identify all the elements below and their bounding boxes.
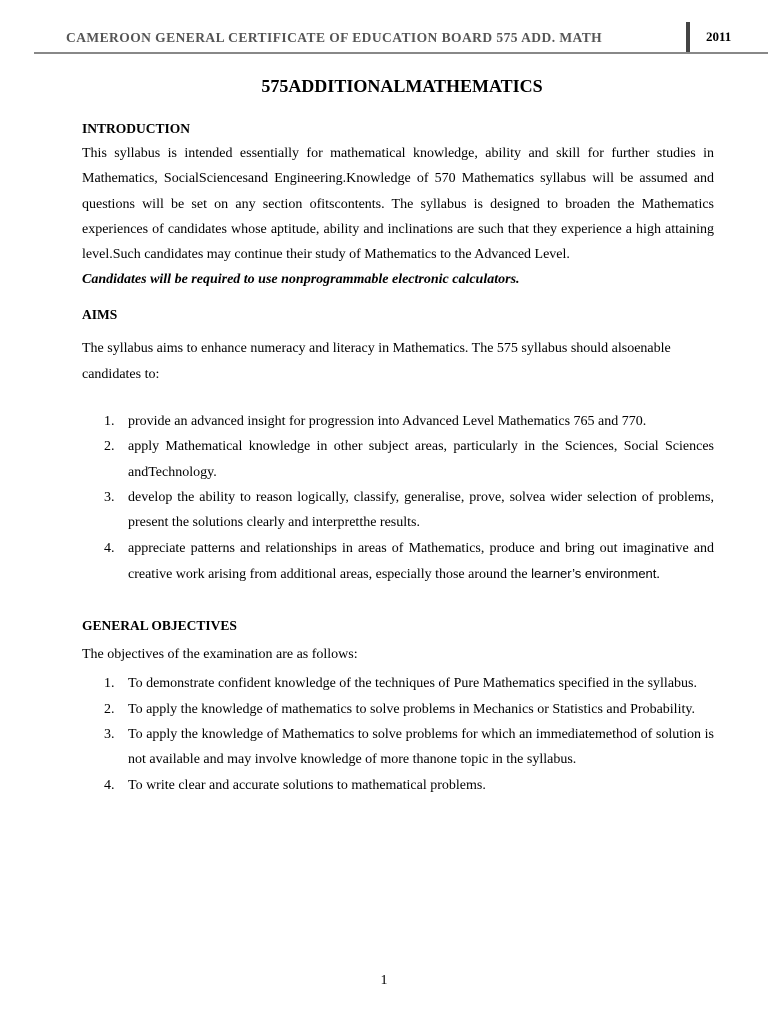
- header-rule: [34, 52, 768, 54]
- list-number: 3.: [104, 727, 115, 743]
- list-text: To write clear and accurate solutions to mathematical problems.: [128, 777, 486, 793]
- list-number: 3.: [104, 489, 115, 505]
- objectives-heading: GENERAL OBJECTIVES: [82, 618, 237, 634]
- list-item: [82, 722, 714, 773]
- document-title: 575ADDITIONALMATHEMATICS: [261, 76, 543, 96]
- introduction-heading: INTRODUCTION: [82, 121, 191, 136]
- list-text-end: .: [656, 566, 660, 582]
- objectives-list: [82, 671, 714, 797]
- introduction-paragraph: This syllabus is intended essentially for mathematical knowledge, ability and skill for further studies in Mathematics, SocialSciencesand Engineering.Knowledge of 570 Mathematics syllabus will be assumed and questions will be set on any section ofitscontents. The syllabus is designed to broaden the Mathematics experiences of candidates whose aptitude, ability and inclinations are such that they experience a high attaining level.Such candidates may continue their study of Mathematics to the Advanced Level.: [82, 146, 714, 263]
- list-number: 1.: [104, 676, 115, 692]
- objectives-intro: The objectives of the examination are as follows:: [82, 647, 358, 663]
- list-text: provide an advanced insight for progression into Advanced Level Mathematics 765 and 770.: [128, 414, 647, 430]
- list-item: [82, 485, 714, 536]
- list-text-tail: learner’s environment: [531, 565, 657, 581]
- list-item: [82, 434, 714, 485]
- list-item: [82, 697, 714, 722]
- aims-list: [82, 409, 714, 587]
- list-number: 2.: [104, 701, 115, 717]
- aims-intro: The syllabus aims to enhance numeracy and literacy in Mathematics. The 575 syllabus should alsoenable candidates to:: [82, 341, 671, 382]
- header-title: CAMEROON GENERAL CERTIFICATE OF EDUCATION BOARD 575 ADD. MATH: [66, 30, 603, 45]
- page-header: [34, 22, 768, 54]
- list-number: 4.: [104, 777, 115, 793]
- list-number: 2.: [104, 439, 115, 455]
- list-text: appreciate patterns and relationships in areas of Mathematics, produce and bring out imaginative and creative work arising from additional areas, especially those around the: [128, 540, 714, 582]
- list-item: [82, 536, 714, 588]
- page-number: 1: [380, 973, 388, 988]
- aims-heading: AIMS: [82, 307, 118, 323]
- calculator-note: Candidates will be required to use nonprogrammable electronic calculators.: [82, 272, 520, 288]
- list-text: To apply the knowledge of mathematics to solve problems in Mechanics or Statistics and Probability.: [128, 701, 695, 717]
- list-number: 1.: [104, 414, 115, 430]
- list-text: develop the ability to reason logically, classify, generalise, prove, solvea wider selection of problems, present the solutions clearly and interpretthe results.: [128, 489, 714, 531]
- header-year: 2011: [706, 29, 732, 44]
- list-text: To apply the knowledge of Mathematics to solve problems for which an immediatemethod of solution is not available and may involve knowledge of more thanone topic in the syllabus.: [128, 727, 714, 768]
- list-number: 4.: [104, 540, 115, 556]
- document-body: [82, 72, 714, 798]
- list-text: apply Mathematical knowledge in other subject areas, particularly in the Sciences, Social Sciences andTechnology.: [128, 439, 714, 480]
- list-item: [82, 773, 714, 798]
- list-text: To demonstrate confident knowledge of the techniques of Pure Mathematics specified in the syllabus.: [128, 676, 697, 692]
- list-item: [82, 409, 714, 434]
- header-divider: [686, 22, 690, 54]
- list-item: [82, 671, 714, 696]
